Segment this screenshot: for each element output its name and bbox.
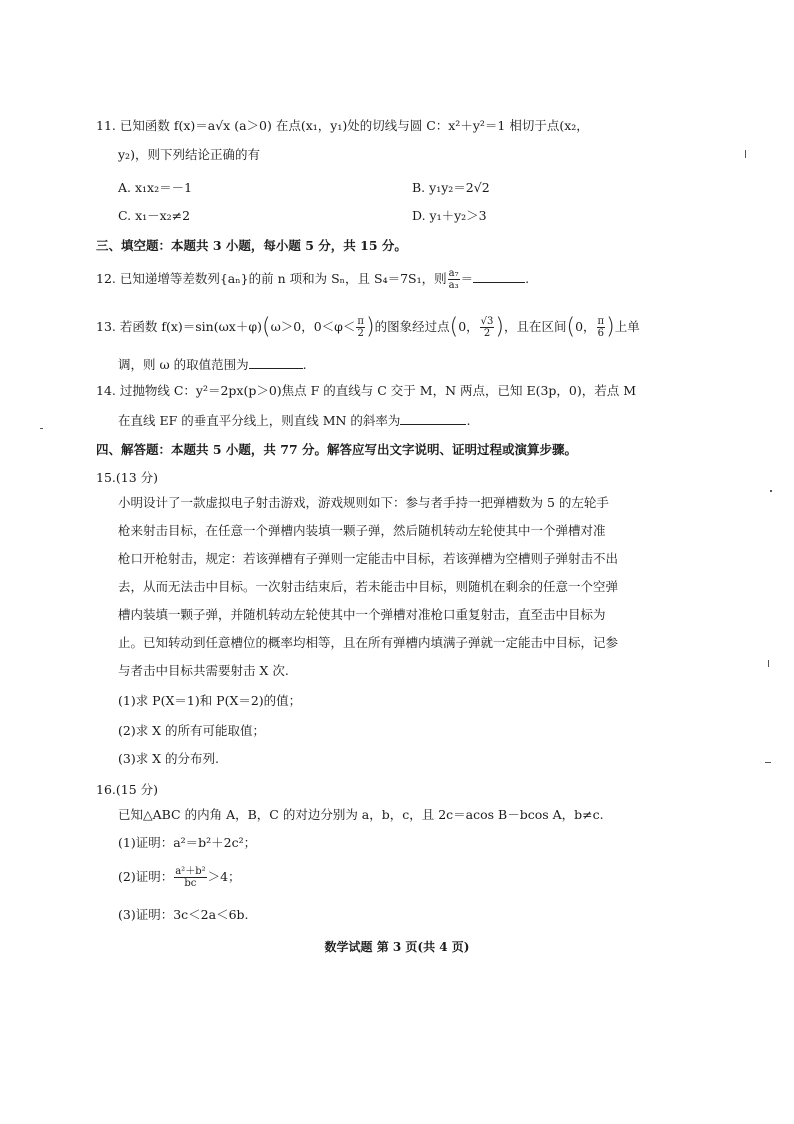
q13-frac-sqrt3-2 — [480, 316, 495, 339]
q15-para-line5: 槽内装填一颗子弹，并随机转动左轮使其中一个弹槽对准枪口重复射击，直至击中目标为 — [118, 607, 606, 622]
q11-option-c: C. x₁－x₂≠2 — [118, 208, 191, 223]
q15-para-line1: 小明设计了一款虚拟电子射击游戏，游戏规则如下：参与者手持一把弹槽数为 5 的左轮手 — [118, 495, 609, 510]
q14-line1: 14. 过抛物线 C：y²＝2px(p＞0)焦点 F 的直线与 C 交于 M，N 两点，已知 E(3p，0)，若点 M — [96, 383, 637, 398]
q13-frac-pi-2 — [356, 316, 365, 339]
q13-frac-pi-6 — [597, 316, 606, 339]
q13-lparen: ( — [261, 314, 271, 340]
q15-para-line4: 去，从而无法击中目标。一次射击结束后，若未能击中目标，则随机在剩余的任意一个空弹 — [118, 579, 619, 594]
section-3-heading: 三、填空题：本题共 3 小题，每小题 5 分，共 15 分。 — [96, 238, 407, 253]
q13-pt0: 0， — [458, 319, 479, 334]
q13-two-den-2: 2 — [483, 328, 491, 339]
q16-frac-den: bc — [184, 878, 197, 889]
q14-line2 — [118, 412, 470, 430]
scan-speck — [40, 428, 43, 429]
q13-int-rparen: ) — [606, 314, 615, 340]
q15-para-line6: 止。已知转动到任意槽位的概率均相等，且在所有弹槽内填满子弹就一定能击中目标，记参 — [118, 635, 619, 650]
q13-cond: ω＞0，0＜φ＜ — [270, 319, 356, 334]
q15-sub3: (3)求 X 的分布列. — [118, 751, 220, 766]
q12-end: . — [525, 271, 530, 286]
q13-line2-text: 调，则 ω 的取值范围为 — [118, 357, 249, 372]
q16-sub3: (3)证明：3c＜2a＜6b. — [118, 907, 249, 922]
q13-rparen: ) — [366, 314, 375, 340]
scan-speck — [765, 762, 771, 763]
q13-int0: 0， — [575, 319, 596, 334]
q16-sub2-prefix: (2)证明： — [118, 869, 174, 884]
q13-pi-num-2: π — [597, 316, 605, 327]
q13-six-den: 6 — [597, 328, 605, 339]
q15-sub2: (2)求 X 的所有可能取值； — [118, 723, 266, 738]
q13-text3: ，且在区间 — [503, 319, 567, 334]
q13-pt-lparen: ( — [449, 314, 459, 340]
q13-sqrt3: √3 — [480, 316, 494, 327]
q14-line2-text: 在直线 EF 的垂直平分线上，则直线 MN 的斜率为 — [118, 413, 401, 428]
q12 — [96, 268, 529, 291]
q15-sub1: (1)求 P(X＝1)和 P(X＝2)的值； — [118, 693, 302, 708]
q11-line2: y₂)，则下列结论正确的有 — [118, 147, 260, 162]
q12-text: 12. 已知递增等差数列{aₙ}的前 n 项和为 Sₙ，且 S₄＝7S₁，则 — [96, 271, 447, 286]
scan-speck — [768, 660, 769, 667]
q16-frac-num: a²＋b² — [175, 866, 206, 877]
q16-sub2-suffix: ＞4； — [207, 869, 241, 884]
q12-fraction — [448, 268, 460, 291]
q12-frac-num: a₇ — [448, 268, 459, 279]
q13-pi-num: π — [357, 316, 364, 327]
scan-speck — [770, 490, 772, 492]
q12-equals: ＝ — [460, 271, 474, 286]
q16-heading: 16.(15 分) — [96, 782, 159, 797]
q13-text4: 上单 — [614, 319, 640, 334]
q12-frac-den: a₃ — [448, 280, 459, 291]
q14-answer-blank[interactable] — [400, 412, 466, 425]
q16-sub2 — [118, 866, 241, 889]
q11-line1: 11. 已知函数 f(x)＝a√x (a＞0) 在点(x₁，y₁)处的切线与圆 C：x²＋y²＝1 相切于点(x₂， — [96, 118, 589, 133]
q13-pt-rparen: ) — [495, 314, 504, 340]
q11-option-a: A. x₁x₂＝－1 — [118, 180, 193, 195]
q13-line2 — [118, 356, 307, 374]
q13-answer-blank[interactable] — [249, 356, 303, 369]
q16-sub1: (1)证明：a²＝b²＋2c²； — [118, 835, 257, 850]
q13-two-den: 2 — [357, 328, 364, 339]
q15-para-line2: 枪来射击目标，在任意一个弹槽内装填一颗子弹，然后随机转动左轮使其中一个弹槽对准 — [118, 523, 606, 538]
q13-text2: 的图象经过点 — [374, 319, 450, 334]
q13-end: . — [302, 357, 307, 372]
q13-text1: 13. 若函数 f(x)＝sin(ωx＋φ) — [96, 319, 262, 334]
q16-para: 已知△ABC 的内角 A，B，C 的对边分别为 a，b，c，且 2c＝acos B－bcos A，b≠c. — [118, 807, 604, 822]
q13-int-lparen: ( — [566, 314, 576, 340]
section-4-heading: 四、解答题：本题共 5 小题，共 77 分。解答应写出文字说明、证明过程或演算步骤。 — [96, 442, 578, 457]
q11-option-b: B. y₁y₂＝2√2 — [412, 180, 490, 195]
q15-para-line7: 与者击中目标共需要射击 X 次. — [118, 663, 289, 678]
scan-speck — [745, 150, 746, 158]
q12-answer-blank[interactable] — [473, 270, 525, 283]
q14-end: . — [466, 413, 471, 428]
q13-line1 — [96, 316, 640, 339]
page-footer: 数学试题 第 3 页(共 4 页) — [324, 940, 470, 954]
q15-para-line3: 枪口开枪射击，规定：若该弹槽有子弹则一定能击中目标，若该弹槽为空槽则子弹射击不出 — [118, 551, 619, 566]
q15-heading: 15.(13 分) — [96, 470, 159, 485]
q16-sub2-fraction — [174, 866, 206, 889]
q11-option-d: D. y₁＋y₂＞3 — [412, 208, 487, 223]
